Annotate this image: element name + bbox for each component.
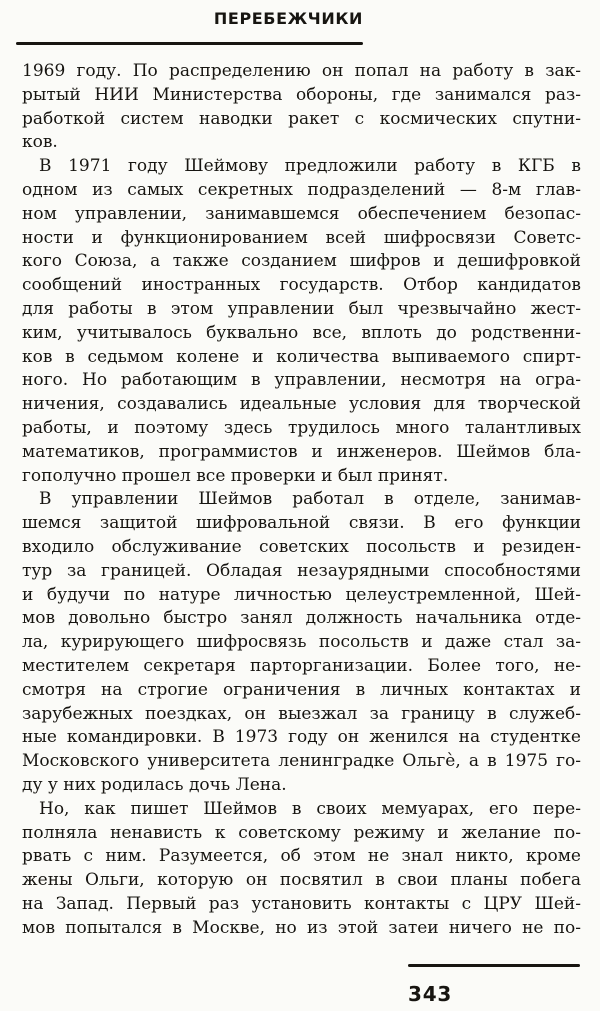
text-line: рытый НИИ Министерства обороны, где занимался раз- <box>22 84 581 105</box>
text-line: жены Ольги, которую он посвятил в свои планы побега <box>22 870 581 891</box>
text-line: ду у них родилась дочь Лена. <box>22 774 287 795</box>
header-rule <box>16 42 363 45</box>
paragraph <box>22 488 581 797</box>
text-line: ности и функционированием всей шифросвязи Советс- <box>22 227 581 248</box>
text-line: для работы в этом управлении был чрезвычайно жест- <box>22 298 581 319</box>
text-line: мов попытался в Москве, но из этой затеи ничего не по- <box>22 917 581 938</box>
text-line: кого Союза, а также созданием шифров и дешифровкой <box>22 251 581 272</box>
text-line: математиков, программистов и инженеров. Шеймов бла- <box>22 441 581 462</box>
body-text <box>22 60 581 940</box>
text-line: местителем секретаря парторганизации. Более того, не- <box>22 655 581 676</box>
text-line: ков. <box>22 132 58 153</box>
text-line: сообщений иностранных государств. Отбор кандидатов <box>22 275 581 296</box>
text-line: работы, и поэтому здесь трудилось много талантливых <box>22 417 581 438</box>
paragraph <box>22 798 581 941</box>
text-line: тур за границей. Обладая незаурядными способностями <box>22 560 581 581</box>
text-line: рвать с ним. Разумеется, об этом не знал никто, кроме <box>22 846 581 867</box>
paragraph <box>22 60 581 155</box>
paragraph <box>22 155 581 488</box>
text-line: мов довольно быстро занял должность начальника отде- <box>22 608 581 629</box>
text-line: шемся защитой шифровальной связи. В его функции <box>22 513 581 534</box>
text-line: работкой систем наводки ракет с космических спутни- <box>22 108 581 129</box>
text-line: ков в седьмом колене и количества выпиваемого спирт- <box>22 346 581 367</box>
text-line: ного. Но работающим в управлении, несмотря на огра- <box>22 370 581 391</box>
text-line: ные командировки. В 1973 году он женился на студентке <box>22 727 581 748</box>
text-line: ном управлении, занимавшемся обеспечением безопас- <box>22 203 581 224</box>
running-header-title: ПЕРЕБЕЖЧИКИ <box>213 9 363 28</box>
text-line: одном из самых секретных подразделений — 8-м глав- <box>22 179 581 200</box>
text-line: 1969 году. По распределению он попал на работу в зак- <box>22 61 581 81</box>
text-line: ничения, создавались идеальные условия для творческой <box>22 394 581 415</box>
text-line: Московского университета ленинградке Ольгѐ, а в 1975 го- <box>22 751 581 772</box>
text-line: ким, учитывалось буквально все, вплоть до родственни- <box>22 322 581 343</box>
text-line: смотря на строгие ограничения в личных контактах и <box>22 679 581 700</box>
text-line: на Запад. Первый раз установить контакты с ЦРУ Шей- <box>22 893 581 914</box>
text-line: Но, как пишет Шеймов в своих мемуарах, его пере- <box>39 798 581 819</box>
text-line: входило обслуживание советских посольств и резиден- <box>22 536 581 557</box>
text-line: ла, курирующего шифросвязь посольств и даже стал за- <box>22 632 581 653</box>
footer-rule <box>408 964 580 967</box>
text-line: полняла ненависть к советскому режиму и желание по- <box>22 822 581 843</box>
page-number: 343 <box>408 982 453 1006</box>
text-line: зарубежных поездках, он выезжал за границу в служеб- <box>22 703 581 724</box>
text-line: гополучно прошел все проверки и был принят. <box>22 465 449 486</box>
text-line: и будучи по натуре личностью целеустремленной, Шей- <box>22 584 581 605</box>
text-line: В управлении Шеймов работал в отделе, занимав- <box>39 489 581 510</box>
text-line: В 1971 году Шеймову предложили работу в КГБ в <box>39 156 581 177</box>
